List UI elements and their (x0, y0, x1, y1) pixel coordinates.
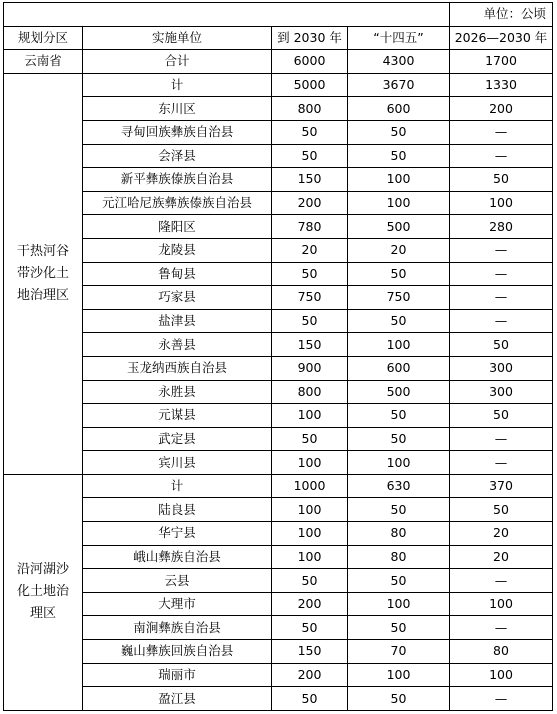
14th-five-year-cell: 600 (348, 97, 450, 121)
2026-2030-cell: 50 (450, 168, 553, 192)
14th-five-year-cell: 100 (348, 333, 450, 357)
unit-cell: 巍山彝族回族自治县 (83, 640, 272, 664)
unit-cell: 盈江县 (83, 687, 272, 711)
14th-five-year-cell: 50 (348, 427, 450, 451)
unit-cell: 永善县 (83, 333, 272, 357)
14th-five-year-cell: 100 (348, 191, 450, 215)
14th-five-year-cell: 500 (348, 215, 450, 239)
table-row (4, 286, 553, 310)
14th-five-year-cell: 3670 (348, 73, 450, 97)
province-region: 云南省 (4, 50, 83, 74)
header-2026-2030: 2026—2030 年 (450, 26, 553, 50)
table-row (4, 545, 553, 569)
table-row (4, 191, 553, 215)
14th-five-year-cell: 20 (348, 238, 450, 262)
unit-cell: 永胜县 (83, 380, 272, 404)
14th-five-year-cell: 100 (348, 451, 450, 475)
unit-cell: 计 (83, 474, 272, 498)
14th-five-year-cell: 50 (348, 309, 450, 333)
2026-2030-cell: 80 (450, 640, 553, 664)
table-row (4, 640, 553, 664)
2026-2030-cell: 50 (450, 498, 553, 522)
table-row (4, 120, 553, 144)
province-unit: 合计 (83, 50, 272, 74)
table-row (4, 404, 553, 428)
by-2030-cell: 50 (272, 262, 348, 286)
table-row (4, 616, 553, 640)
unit-cell: 巧家县 (83, 286, 272, 310)
table-row (4, 333, 553, 357)
2026-2030-cell: 370 (450, 474, 553, 498)
table-row (4, 97, 553, 121)
unit-cell: 云县 (83, 569, 272, 593)
by-2030-cell: 100 (272, 522, 348, 546)
by-2030-cell: 800 (272, 380, 348, 404)
14th-five-year-cell: 50 (348, 687, 450, 711)
province-row (4, 50, 553, 74)
14th-five-year-cell: 500 (348, 380, 450, 404)
table-row (4, 215, 553, 239)
unit-cell: 计 (83, 73, 272, 97)
unit-cell: 华宁县 (83, 522, 272, 546)
province-2026-2030: 1700 (450, 50, 553, 74)
unit-label: 单位：公顷 (450, 3, 553, 27)
14th-five-year-cell: 100 (348, 663, 450, 687)
unit-cell: 玉龙纳西族自治县 (83, 356, 272, 380)
header-region: 规划分区 (4, 26, 83, 50)
by-2030-cell: 100 (272, 404, 348, 428)
14th-five-year-cell: 100 (348, 168, 450, 192)
table-row (4, 238, 553, 262)
2026-2030-cell: 200 (450, 97, 553, 121)
unit-cell: 鲁甸县 (83, 262, 272, 286)
by-2030-cell: 150 (272, 333, 348, 357)
unit-cell: 隆阳区 (83, 215, 272, 239)
header-row (4, 26, 553, 50)
2026-2030-cell: — (450, 427, 553, 451)
2026-2030-cell: 300 (450, 356, 553, 380)
by-2030-cell: 150 (272, 168, 348, 192)
unit-cell: 陆良县 (83, 498, 272, 522)
by-2030-cell: 150 (272, 640, 348, 664)
2026-2030-cell: 50 (450, 333, 553, 357)
table-row (4, 168, 553, 192)
2026-2030-cell: — (450, 286, 553, 310)
14th-five-year-cell: 600 (348, 356, 450, 380)
2026-2030-cell: 50 (450, 404, 553, 428)
by-2030-cell: 100 (272, 498, 348, 522)
unit-cell: 寻甸回族彝族自治县 (83, 120, 272, 144)
by-2030-cell: 50 (272, 616, 348, 640)
table-row (4, 427, 553, 451)
by-2030-cell: 780 (272, 215, 348, 239)
unit-row (4, 3, 553, 27)
province-14th-five-year: 4300 (348, 50, 450, 74)
by-2030-cell: 50 (272, 120, 348, 144)
14th-five-year-cell: 70 (348, 640, 450, 664)
by-2030-cell: 50 (272, 687, 348, 711)
2026-2030-cell: 100 (450, 592, 553, 616)
table-row (4, 687, 553, 711)
header-by-2030: 到 2030 年 (272, 26, 348, 50)
unit-cell: 新平彝族傣族自治县 (83, 168, 272, 192)
2026-2030-cell: — (450, 569, 553, 593)
2026-2030-cell: 1330 (450, 73, 553, 97)
2026-2030-cell: — (450, 309, 553, 333)
table-row (4, 474, 553, 498)
unit-cell: 东川区 (83, 97, 272, 121)
14th-five-year-cell: 50 (348, 498, 450, 522)
2026-2030-cell: — (450, 616, 553, 640)
14th-five-year-cell: 50 (348, 144, 450, 168)
unit-cell: 元谋县 (83, 404, 272, 428)
by-2030-cell: 750 (272, 286, 348, 310)
2026-2030-cell: 20 (450, 522, 553, 546)
table-row (4, 569, 553, 593)
table-row (4, 592, 553, 616)
by-2030-cell: 50 (272, 144, 348, 168)
header-unit: 实施单位 (83, 26, 272, 50)
unit-cell: 南涧彝族自治县 (83, 616, 272, 640)
14th-five-year-cell: 80 (348, 522, 450, 546)
unit-cell: 元江哈尼族彝族傣族自治县 (83, 191, 272, 215)
14th-five-year-cell: 80 (348, 545, 450, 569)
14th-five-year-cell: 630 (348, 474, 450, 498)
table-row (4, 356, 553, 380)
table-row (4, 663, 553, 687)
14th-five-year-cell: 50 (348, 404, 450, 428)
by-2030-cell: 200 (272, 663, 348, 687)
region-cell: 沿河湖沙化土地治理区 (4, 474, 83, 710)
province-by-2030: 6000 (272, 50, 348, 74)
by-2030-cell: 1000 (272, 474, 348, 498)
by-2030-cell: 50 (272, 427, 348, 451)
2026-2030-cell: 100 (450, 663, 553, 687)
table-row (4, 498, 553, 522)
by-2030-cell: 200 (272, 592, 348, 616)
2026-2030-cell: — (450, 687, 553, 711)
table-row (4, 309, 553, 333)
by-2030-cell: 50 (272, 309, 348, 333)
table-row (4, 262, 553, 286)
14th-five-year-cell: 50 (348, 120, 450, 144)
14th-five-year-cell: 50 (348, 569, 450, 593)
unit-cell: 峨山彝族自治县 (83, 545, 272, 569)
header-14th-five-year: “十四五” (348, 26, 450, 50)
unit-cell: 武定县 (83, 427, 272, 451)
table-row (4, 451, 553, 475)
unit-row-blank (4, 3, 450, 27)
by-2030-cell: 800 (272, 97, 348, 121)
unit-cell: 瑞丽市 (83, 663, 272, 687)
2026-2030-cell: — (450, 451, 553, 475)
by-2030-cell: 900 (272, 356, 348, 380)
unit-cell: 会泽县 (83, 144, 272, 168)
14th-five-year-cell: 50 (348, 616, 450, 640)
unit-cell: 大理市 (83, 592, 272, 616)
2026-2030-cell: 300 (450, 380, 553, 404)
2026-2030-cell: — (450, 262, 553, 286)
14th-five-year-cell: 50 (348, 262, 450, 286)
14th-five-year-cell: 750 (348, 286, 450, 310)
by-2030-cell: 20 (272, 238, 348, 262)
by-2030-cell: 100 (272, 545, 348, 569)
2026-2030-cell: — (450, 144, 553, 168)
table-row (4, 380, 553, 404)
unit-cell: 宾川县 (83, 451, 272, 475)
unit-cell: 盐津县 (83, 309, 272, 333)
region-cell: 干热河谷带沙化土地治理区 (4, 73, 83, 474)
by-2030-cell: 50 (272, 569, 348, 593)
2026-2030-cell: 280 (450, 215, 553, 239)
table-row (4, 144, 553, 168)
2026-2030-cell: — (450, 120, 553, 144)
table-row (4, 522, 553, 546)
by-2030-cell: 5000 (272, 73, 348, 97)
2026-2030-cell: — (450, 238, 553, 262)
by-2030-cell: 200 (272, 191, 348, 215)
14th-five-year-cell: 100 (348, 592, 450, 616)
by-2030-cell: 100 (272, 451, 348, 475)
plan-table (3, 2, 553, 711)
unit-cell: 龙陵县 (83, 238, 272, 262)
2026-2030-cell: 20 (450, 545, 553, 569)
table-row (4, 73, 553, 97)
2026-2030-cell: 100 (450, 191, 553, 215)
